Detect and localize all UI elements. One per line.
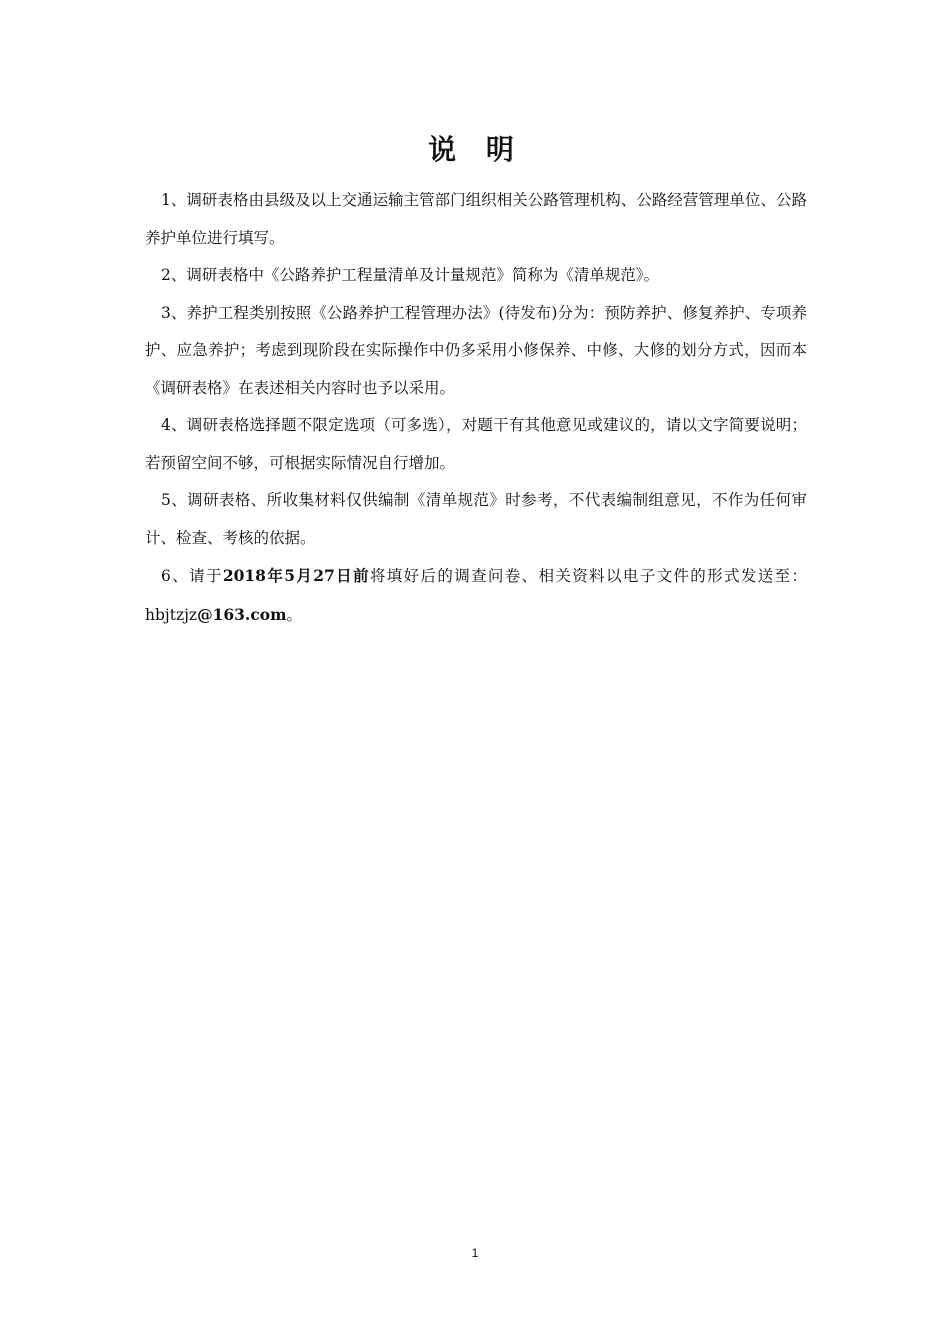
email-domain: @163.com [197, 604, 287, 624]
page-title: 说 明 [428, 133, 524, 166]
paragraph-5: 5、调研表格、所收集材料仅供编制《清单规范》时参考，不代表编制组意见，不作为任何审计、检查、考核的依据。 [145, 491, 807, 547]
paragraph-6-middle: 将填好后的调查问卷、相关资料以电子文件的形式发送至： [369, 567, 807, 585]
page-number: 1 [471, 1246, 479, 1260]
paragraph-6 [145, 557, 807, 634]
deadline-date: 2018年5月27日前 [222, 566, 370, 585]
paragraph-6-suffix: 。 [286, 605, 303, 624]
document-body [145, 128, 807, 634]
paragraph-1: 1、调研表格由县级及以上交通运输主管部门组织相关公路管理机构、公路经营管理单位、公路养护单位进行填写。 [145, 191, 807, 247]
paragraph-6-prefix: 6、请于 [161, 567, 223, 585]
paragraph-4: 4、调研表格选择题不限定选项（可多选），对题干有其他意见或建议的，请以文字简要说明；若预留空间不够，可根据实际情况自行增加。 [145, 416, 807, 472]
email-user: hbjtzjz [145, 605, 198, 624]
paragraph-3: 3、养护工程类别按照《公路养护工程管理办法》(待发布)分为：预防养护、修复养护、专项养护、应急养护；考虑到现阶段在实际操作中仍多采用小修保养、中修、大修的划分方式，因而本《调研表格》在表述相关内容时也予以采用。 [145, 303, 807, 397]
paragraph-2: 2、调研表格中《公路养护工程量清单及计量规范》简称为《清单规范》。 [161, 266, 660, 284]
